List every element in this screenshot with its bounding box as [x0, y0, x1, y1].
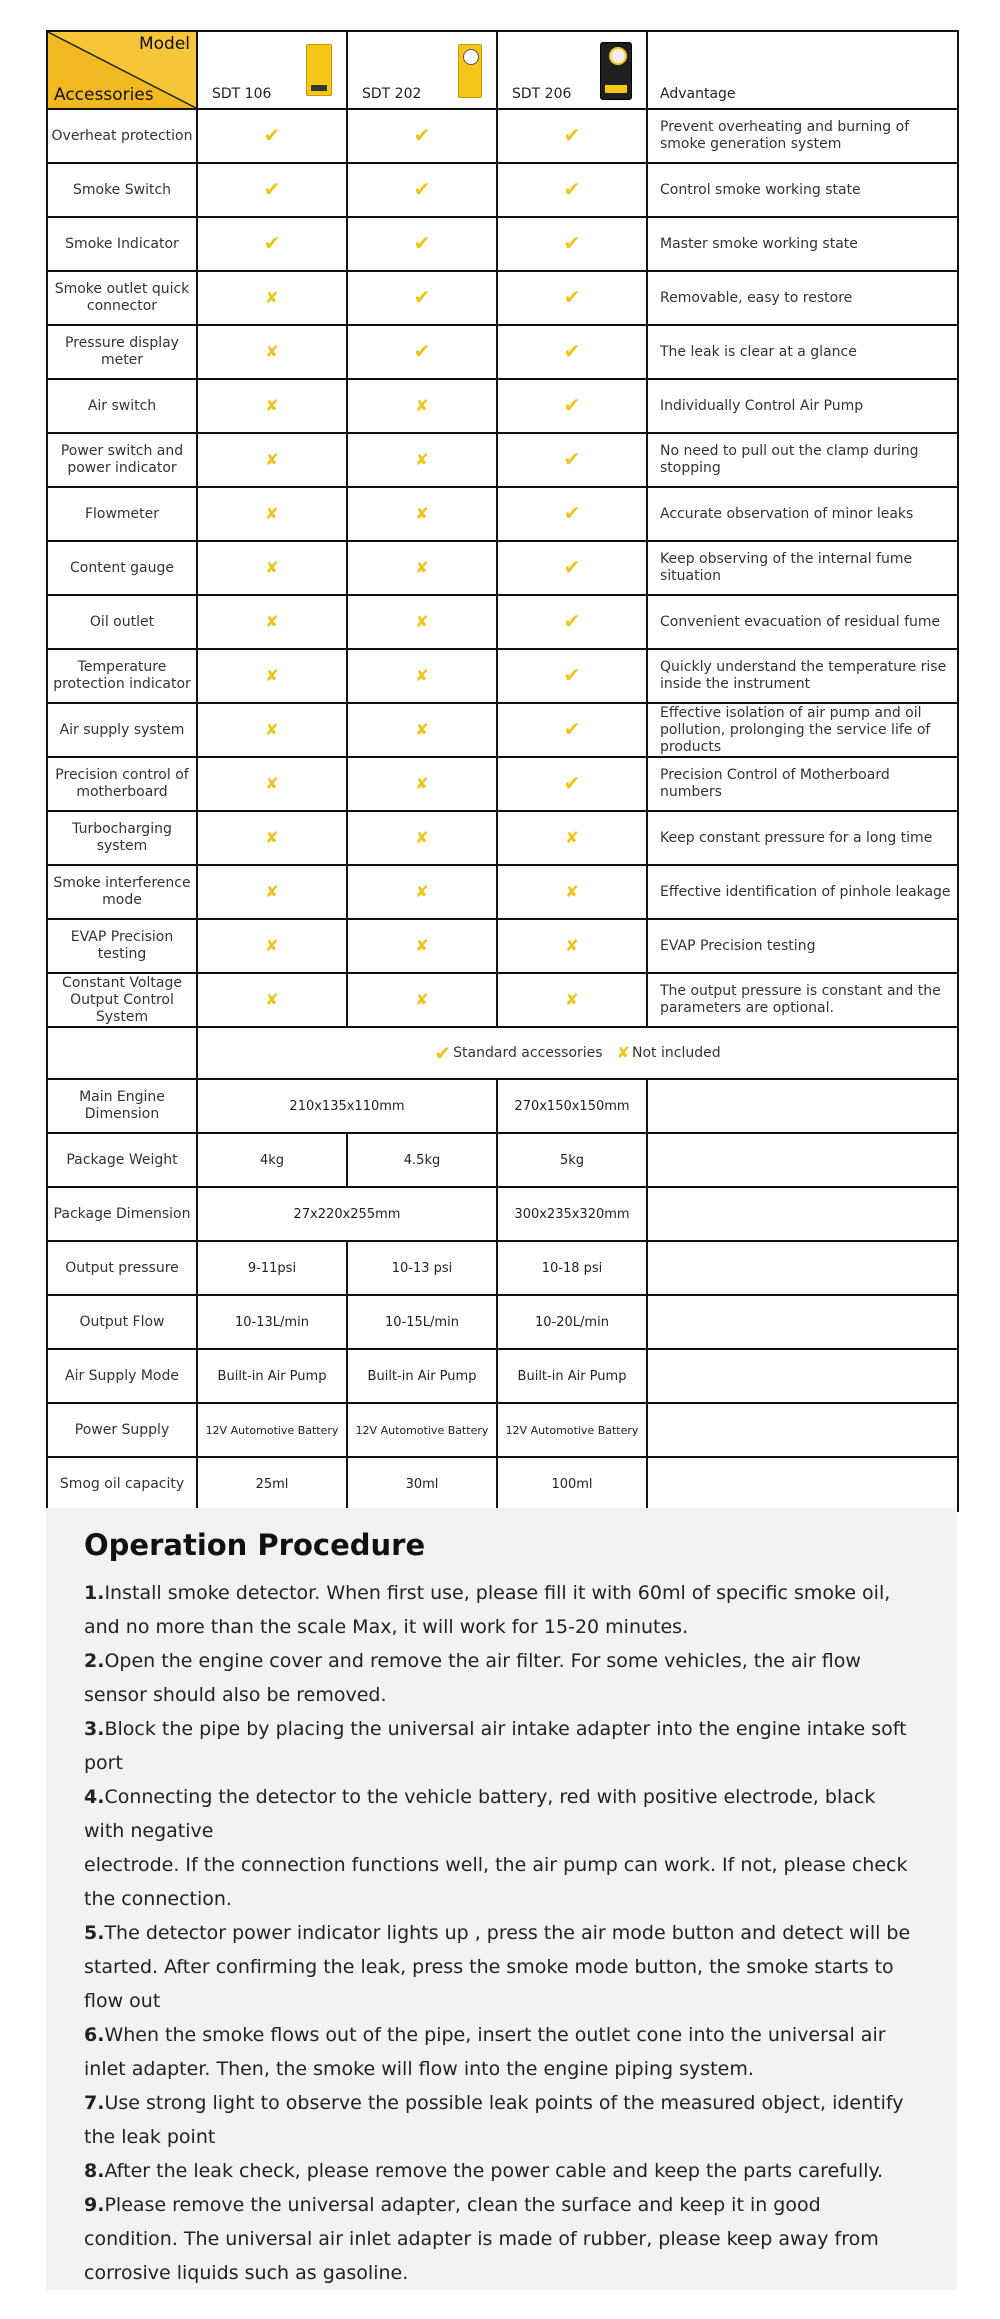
spec-empty-cell [647, 1133, 958, 1187]
check-icon: ✔ [263, 231, 281, 255]
check-icon: ✔ [563, 501, 581, 525]
cross-icon: ✘ [415, 396, 429, 415]
feature-name: Air switch [47, 379, 197, 433]
cross-icon: ✘ [415, 828, 429, 847]
procedure-step [84, 1712, 919, 1780]
step-number: 1. [84, 1582, 105, 1604]
spec-label: Package Weight [47, 1133, 197, 1187]
product-sdt106-header [197, 31, 347, 109]
check-icon: ✔ [563, 717, 581, 741]
step-number: 6. [84, 2024, 105, 2046]
feature-sdt202-cell [347, 109, 497, 163]
feature-sdt106-cell [197, 541, 347, 595]
feature-sdt106-cell [197, 271, 347, 325]
feature-advantage: Quickly understand the temperature rise inside the instrument [647, 649, 958, 703]
operation-procedure [46, 1508, 957, 2290]
feature-name: EVAP Precision testing [47, 919, 197, 973]
cross-icon: ✘ [565, 882, 579, 901]
check-icon: ✔ [413, 339, 431, 363]
feature-name: Smoke Indicator [47, 217, 197, 271]
legend [200, 1043, 955, 1063]
spec-value-sdt206: 100ml [497, 1457, 647, 1511]
advantage-header [647, 31, 958, 109]
cross-icon: ✘ [415, 882, 429, 901]
procedure-step [84, 1916, 919, 2018]
feature-row [47, 271, 958, 325]
feature-sdt202-cell [347, 919, 497, 973]
feature-sdt202-cell [347, 865, 497, 919]
black-smoke-machine-icon [600, 42, 632, 100]
product-name: SDT 106 [212, 86, 272, 102]
product-sdt202-header [347, 31, 497, 109]
check-icon: ✔ [563, 393, 581, 417]
spec-value-sdt106-202: 27x220x255mm [197, 1187, 497, 1241]
check-icon: ✔ [563, 231, 581, 255]
check-icon: ✔ [434, 1041, 452, 1065]
feature-sdt106-cell [197, 217, 347, 271]
cross-icon: ✘ [415, 936, 429, 955]
feature-sdt106-cell [197, 973, 347, 1027]
feature-row [47, 433, 958, 487]
feature-sdt106-cell [197, 163, 347, 217]
step-number: 2. [84, 1650, 105, 1672]
feature-name: Overheat protection [47, 109, 197, 163]
spec-label: Main Engine Dimension [47, 1079, 197, 1133]
feature-advantage: Convenient evacuation of residual fume [647, 595, 958, 649]
spec-row-package-dimension [47, 1187, 958, 1241]
check-icon: ✔ [413, 285, 431, 309]
advantage-label: Advantage [660, 86, 736, 102]
step-text: Install smoke detector. When first use, please fill it with 60ml of specific smoke oil, and no more than the scale Max, it will work for 15-20 minutes. [84, 1582, 891, 1638]
feature-name: Smoke Switch [47, 163, 197, 217]
procedure-title: Operation Procedure [84, 1528, 426, 1562]
yellow-smoke-machine-icon [306, 44, 332, 96]
feature-sdt106-cell [197, 649, 347, 703]
spec-empty-cell [647, 1403, 958, 1457]
cross-icon: ✘ [415, 504, 429, 523]
feature-sdt202-cell [347, 757, 497, 811]
step-number: 8. [84, 2160, 105, 2182]
model-label: Model [138, 34, 190, 54]
feature-name: Air supply system [47, 703, 197, 757]
header-corner-cell [47, 31, 197, 109]
feature-sdt106-cell [197, 757, 347, 811]
feature-advantage: Effective isolation of air pump and oil pollution, prolonging the service life of products [647, 703, 958, 757]
feature-advantage: Individually Control Air Pump [647, 379, 958, 433]
cross-icon: ✘ [265, 558, 279, 577]
comparison-table [46, 30, 959, 1512]
spec-row-main-engine-dimension [47, 1079, 958, 1133]
spec-label: Smog oil capacity [47, 1457, 197, 1511]
feature-name: Smoke interference mode [47, 865, 197, 919]
legend-empty-cell [47, 1027, 197, 1079]
feature-advantage: The output pressure is constant and the parameters are optional. [647, 973, 958, 1027]
feature-sdt206-cell [497, 217, 647, 271]
cross-icon: ✘ [265, 666, 279, 685]
feature-sdt202-cell [347, 379, 497, 433]
spec-value-sdt202: 10-13 psi [347, 1241, 497, 1295]
feature-advantage: Keep constant pressure for a long time [647, 811, 958, 865]
cross-icon: ✘ [265, 828, 279, 847]
cross-icon: ✘ [265, 450, 279, 469]
step-number: 7. [84, 2092, 105, 2114]
feature-advantage: Removable, easy to restore [647, 271, 958, 325]
feature-sdt206-cell [497, 973, 647, 1027]
feature-row [47, 757, 958, 811]
spec-label: Output Flow [47, 1295, 197, 1349]
feature-sdt206-cell [497, 541, 647, 595]
feature-row [47, 865, 958, 919]
spec-value-sdt106: 25ml [197, 1457, 347, 1511]
feature-sdt206-cell [497, 757, 647, 811]
feature-sdt202-cell [347, 163, 497, 217]
check-icon: ✔ [563, 555, 581, 579]
step-number: 9. [84, 2194, 105, 2216]
step-text: Open the engine cover and remove the air filter. For some vehicles, the air flow sensor should also be removed. [84, 1650, 861, 1706]
cross-icon: ✘ [265, 396, 279, 415]
feature-sdt206-cell [497, 649, 647, 703]
cross-icon: ✘ [265, 612, 279, 631]
feature-sdt106-cell [197, 865, 347, 919]
spec-value-sdt202: 30ml [347, 1457, 497, 1511]
product-name: SDT 202 [362, 86, 422, 102]
procedure-step [84, 1576, 919, 1644]
feature-sdt206-cell [497, 595, 647, 649]
spec-value-sdt202: 4.5kg [347, 1133, 497, 1187]
feature-sdt202-cell [347, 973, 497, 1027]
check-icon: ✔ [263, 123, 281, 147]
product-name: SDT 206 [512, 86, 572, 102]
feature-row [47, 541, 958, 595]
cross-icon: ✘ [265, 720, 279, 739]
spec-value-sdt206: 270x150x150mm [497, 1079, 647, 1133]
spec-empty-cell [647, 1079, 958, 1133]
feature-sdt206-cell [497, 379, 647, 433]
spec-label: Power Supply [47, 1403, 197, 1457]
spec-value-sdt206: 12V Automotive Battery [497, 1403, 647, 1457]
feature-row [47, 595, 958, 649]
cross-icon: ✘ [415, 558, 429, 577]
check-icon: ✔ [563, 663, 581, 687]
check-icon: ✔ [263, 177, 281, 201]
spec-label: Air Supply Mode [47, 1349, 197, 1403]
spec-value-sdt202: 10-15L/min [347, 1295, 497, 1349]
cross-icon: ✘ [265, 990, 279, 1009]
check-icon: ✔ [563, 339, 581, 363]
cross-icon: ✘ [265, 774, 279, 793]
feature-sdt106-cell [197, 433, 347, 487]
feature-name: Power switch and power indicator [47, 433, 197, 487]
feature-sdt106-cell [197, 703, 347, 757]
procedure-step [84, 1848, 919, 1916]
product-sdt206-header [497, 31, 647, 109]
step-text: The detector power indicator lights up , press the air mode button and detect will be started. After confirming the leak, press the smoke mode button, the smoke starts to flow out [84, 1922, 911, 2012]
feature-advantage: No need to pull out the clamp during stopping [647, 433, 958, 487]
procedure-step [84, 1780, 919, 1848]
feature-sdt106-cell [197, 919, 347, 973]
feature-sdt206-cell [497, 919, 647, 973]
cross-icon: ✘ [565, 828, 579, 847]
legend-standard [434, 1043, 602, 1063]
spec-value-sdt206: Built-in Air Pump [497, 1349, 647, 1403]
feature-name: Constant Voltage Output Control System [47, 973, 197, 1027]
legend-not-included-label: Not included [632, 1044, 721, 1061]
check-icon: ✔ [413, 231, 431, 255]
spec-value-sdt202: Built-in Air Pump [347, 1349, 497, 1403]
cross-icon: ✘ [415, 774, 429, 793]
table-header-row [47, 31, 958, 109]
spec-row-air-supply-mode [47, 1349, 958, 1403]
cross-icon: ✘ [265, 288, 279, 307]
feature-row [47, 163, 958, 217]
step-text: Use strong light to observe the possible leak points of the measured object, identify the leak point [84, 2092, 904, 2148]
feature-sdt206-cell [497, 433, 647, 487]
spec-value-sdt106-202: 210x135x110mm [197, 1079, 497, 1133]
feature-row [47, 487, 958, 541]
feature-sdt202-cell [347, 217, 497, 271]
feature-sdt106-cell [197, 379, 347, 433]
feature-name: Precision control of motherboard [47, 757, 197, 811]
feature-row [47, 109, 958, 163]
feature-sdt202-cell [347, 271, 497, 325]
step-text: Please remove the universal adapter, clean the surface and keep it in good condition. The universal air inlet adapter is made of rubber, please keep away from corrosive liquids such as gasoline. [84, 2194, 879, 2284]
legend-cell [197, 1027, 958, 1079]
check-icon: ✔ [563, 285, 581, 309]
feature-advantage: Precision Control of Motherboard numbers [647, 757, 958, 811]
step-number: 3. [84, 1718, 105, 1740]
legend-not-included [617, 1043, 721, 1063]
check-icon: ✔ [563, 177, 581, 201]
feature-name: Flowmeter [47, 487, 197, 541]
spec-empty-cell [647, 1457, 958, 1511]
cross-icon: ✘ [265, 504, 279, 523]
feature-row [47, 919, 958, 973]
feature-advantage: The leak is clear at a glance [647, 325, 958, 379]
step-text: After the leak check, please remove the power cable and keep the parts carefully. [104, 2160, 884, 2182]
feature-sdt202-cell [347, 703, 497, 757]
legend-standard-label: Standard accessories [453, 1044, 603, 1061]
feature-advantage: Accurate observation of minor leaks [647, 487, 958, 541]
feature-sdt206-cell [497, 487, 647, 541]
procedure-steps [84, 1576, 919, 2290]
feature-sdt206-cell [497, 865, 647, 919]
cross-icon: ✘ [265, 936, 279, 955]
feature-sdt106-cell [197, 811, 347, 865]
spec-value-sdt206: 10-18 psi [497, 1241, 647, 1295]
step-text: electrode. If the connection functions well, the air pump can work. If not, please check the connection. [84, 1854, 908, 1910]
spec-value-sdt106: 10-13L/min [197, 1295, 347, 1349]
feature-sdt202-cell [347, 433, 497, 487]
feature-sdt202-cell [347, 541, 497, 595]
feature-sdt106-cell [197, 487, 347, 541]
spec-label: Package Dimension [47, 1187, 197, 1241]
feature-sdt202-cell [347, 649, 497, 703]
feature-name: Content gauge [47, 541, 197, 595]
spec-empty-cell [647, 1187, 958, 1241]
feature-name: Pressure display meter [47, 325, 197, 379]
feature-sdt206-cell [497, 811, 647, 865]
spec-row-output-pressure [47, 1241, 958, 1295]
cross-icon: ✘ [415, 720, 429, 739]
feature-sdt106-cell [197, 109, 347, 163]
feature-sdt206-cell [497, 109, 647, 163]
feature-name: Oil outlet [47, 595, 197, 649]
check-icon: ✔ [413, 123, 431, 147]
spec-row-smog-oil-capacity [47, 1457, 958, 1511]
cross-icon: ✘ [265, 882, 279, 901]
spec-label: Output pressure [47, 1241, 197, 1295]
cross-icon: ✘ [265, 342, 279, 361]
spec-value-sdt106: 12V Automotive Battery [197, 1403, 347, 1457]
feature-sdt206-cell [497, 325, 647, 379]
feature-advantage: Prevent overheating and burning of smoke generation system [647, 109, 958, 163]
spec-value-sdt202: 12V Automotive Battery [347, 1403, 497, 1457]
step-text: Connecting the detector to the vehicle battery, red with positive electrode, black with negative [84, 1786, 876, 1842]
step-text: When the smoke flows out of the pipe, insert the outlet cone into the universal air inlet adapter. Then, the smoke will flow into the engine piping system. [84, 2024, 886, 2080]
check-icon: ✔ [563, 123, 581, 147]
spec-value-sdt206: 5kg [497, 1133, 647, 1187]
feature-advantage: Effective identification of pinhole leakage [647, 865, 958, 919]
spec-value-sdt206: 300x235x320mm [497, 1187, 647, 1241]
feature-sdt106-cell [197, 595, 347, 649]
spec-empty-cell [647, 1295, 958, 1349]
cross-icon: ✘ [415, 450, 429, 469]
feature-advantage: EVAP Precision testing [647, 919, 958, 973]
cross-icon: ✘ [565, 936, 579, 955]
feature-row [47, 325, 958, 379]
step-number: 4. [84, 1786, 105, 1808]
feature-row [47, 649, 958, 703]
step-number: 5. [84, 1922, 105, 1944]
feature-sdt202-cell [347, 811, 497, 865]
feature-advantage: Control smoke working state [647, 163, 958, 217]
feature-row [47, 973, 958, 1027]
spec-value-sdt106: Built-in Air Pump [197, 1349, 347, 1403]
procedure-step [84, 2154, 919, 2188]
spec-value-sdt106: 9-11psi [197, 1241, 347, 1295]
spec-value-sdt206: 10-20L/min [497, 1295, 647, 1349]
yellow-gauge-smoke-machine-icon [458, 44, 482, 98]
spec-row-package-weight [47, 1133, 958, 1187]
feature-sdt206-cell [497, 271, 647, 325]
legend-row [47, 1027, 958, 1079]
feature-sdt202-cell [347, 487, 497, 541]
feature-row [47, 703, 958, 757]
feature-sdt202-cell [347, 595, 497, 649]
feature-rows [47, 109, 958, 1027]
feature-row [47, 379, 958, 433]
check-icon: ✔ [563, 771, 581, 795]
procedure-step [84, 2018, 919, 2086]
cross-icon: ✘ [415, 612, 429, 631]
feature-name: Turbocharging system [47, 811, 197, 865]
feature-sdt106-cell [197, 325, 347, 379]
feature-sdt206-cell [497, 163, 647, 217]
procedure-step [84, 2086, 919, 2154]
step-text: Block the pipe by placing the universal air intake adapter into the engine intake soft port [84, 1718, 907, 1774]
spec-row-output-flow [47, 1295, 958, 1349]
feature-name: Smoke outlet quick connector [47, 271, 197, 325]
feature-row [47, 811, 958, 865]
feature-name: Temperature protection indicator [47, 649, 197, 703]
cross-icon: ✘ [415, 666, 429, 685]
procedure-step [84, 1644, 919, 1712]
feature-sdt202-cell [347, 325, 497, 379]
spec-row-power-supply [47, 1403, 958, 1457]
cross-icon: ✘ [415, 990, 429, 1009]
procedure-step [84, 2188, 919, 2290]
feature-row [47, 217, 958, 271]
feature-sdt206-cell [497, 703, 647, 757]
accessories-label: Accessories [54, 85, 154, 105]
spec-empty-cell [647, 1241, 958, 1295]
check-icon: ✔ [413, 177, 431, 201]
feature-advantage: Master smoke working state [647, 217, 958, 271]
feature-advantage: Keep observing of the internal fume situation [647, 541, 958, 595]
check-icon: ✔ [563, 447, 581, 471]
spec-value-sdt106: 4kg [197, 1133, 347, 1187]
cross-icon: ✘ [616, 1043, 630, 1062]
cross-icon: ✘ [565, 990, 579, 1009]
check-icon: ✔ [563, 609, 581, 633]
spec-empty-cell [647, 1349, 958, 1403]
